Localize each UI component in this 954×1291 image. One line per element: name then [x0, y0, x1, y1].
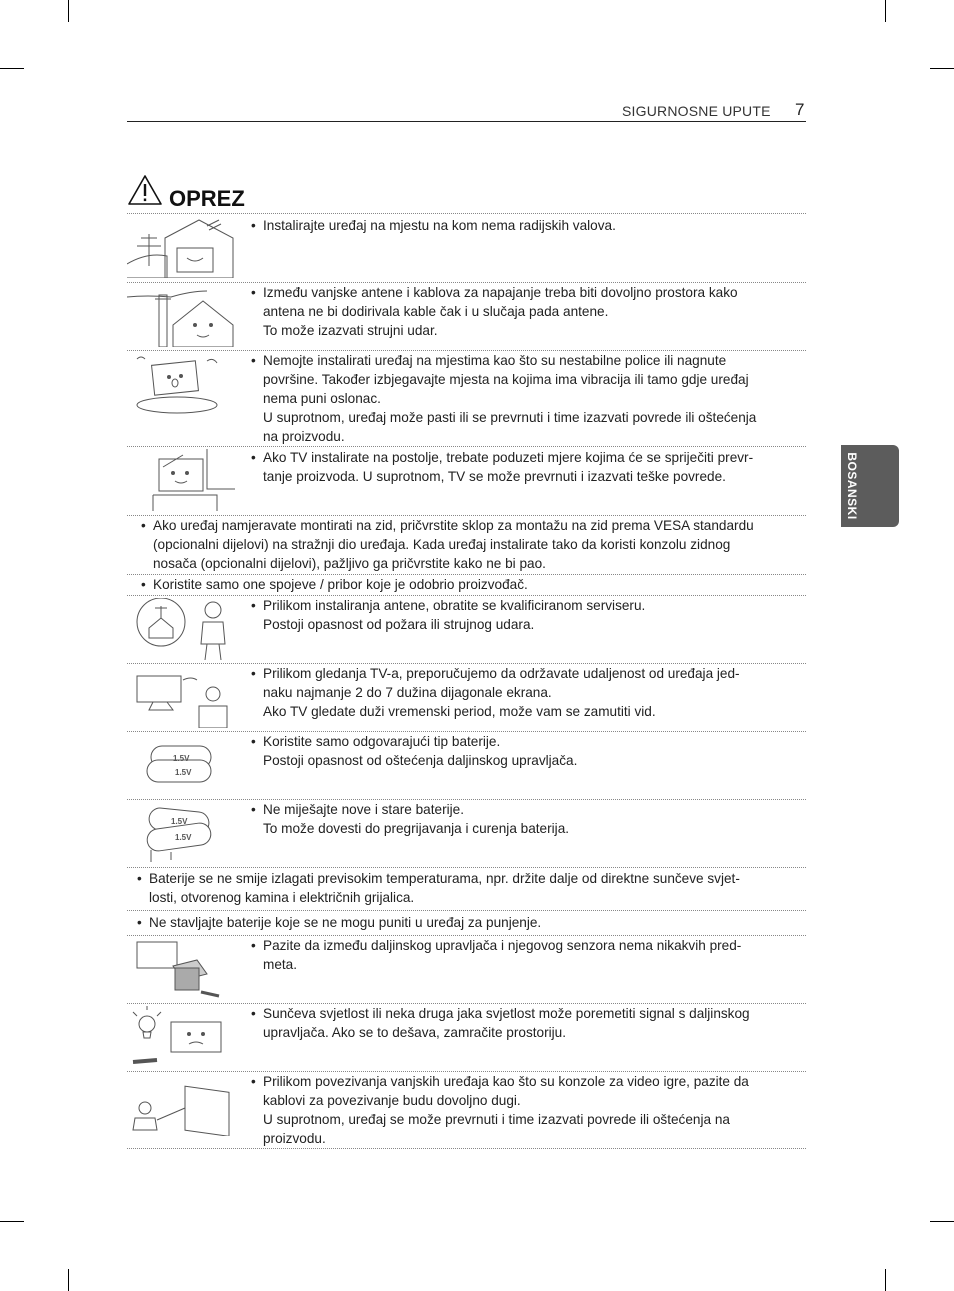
- viewer-watching-tv-illustration: [127, 666, 235, 728]
- external-device-cable-illustration: [127, 1074, 235, 1136]
- batteries-illustration: [127, 734, 235, 796]
- item-text: • Prilikom povezivanja vanjskih uređaja kao što su konzole za video igre, pazite da kablovi za povezivanje budu dovoljno dugi. U suprotnom, uređaj se može prevrnuti i time izazvati povrede ili oštećenja na proizvodu.: [251, 1074, 749, 1146]
- crop-mark: [0, 68, 24, 69]
- list-item: [127, 1072, 806, 1148]
- item-text: • Ako uređaj namjeravate montirati na zid, pričvrstite sklop za montažu na zid prema VESA standardu (opcionalni dijelovi) na stražnji dio uređaja. Kada uređaj instalirate tako da koristi konzolu zidnog nosača (opcionalni dijelovi), pažljivo ga pričvrstite kako ne bi pao.: [141, 518, 754, 571]
- house-antenna-illustration: [127, 216, 235, 278]
- item-text: • Pazite da između daljinskog upravljača i njegovog senzora nema nikakvih pred- meta.: [251, 938, 742, 972]
- page-number: 7: [795, 100, 805, 119]
- strong-light-remote-illustration: [127, 1006, 235, 1068]
- list-item: [127, 1004, 806, 1071]
- item-text: • Prilikom instaliranja antene, obratite se kvalificiranom serviseru. Postoji opasnost od požara ili strujnog udara.: [251, 598, 646, 632]
- divider: [127, 1148, 806, 1149]
- crop-mark: [930, 68, 954, 69]
- list-item: [127, 664, 806, 731]
- language-side-tab-label: BOSANSKI: [845, 452, 859, 520]
- item-text: • Prilikom gledanja TV-a, preporučujemo da održavate udaljenost od uređaja jed- naku najmanje 2 do 7 dužina dijagonale ekrana. Ako TV gledate duži vremenski period, može vam se zamutiti vid.: [251, 666, 740, 719]
- technician-antenna-illustration: [127, 598, 235, 660]
- divider: [127, 910, 806, 911]
- list-item: [127, 800, 806, 867]
- battery-label: 1.5V: [173, 754, 190, 763]
- list-item: [127, 732, 806, 799]
- item-text: • Ne stavljajte baterije koje se ne mogu puniti u uređaj za punjenje.: [137, 915, 542, 930]
- crop-mark: [930, 1221, 954, 1222]
- list-item: [127, 936, 806, 1003]
- battery-label: 1.5V: [175, 768, 192, 777]
- crop-mark: [68, 0, 69, 22]
- mixed-batteries-illustration: [127, 802, 235, 864]
- language-side-tab: [841, 445, 899, 527]
- divider: [127, 867, 806, 868]
- crop-mark: [0, 1221, 24, 1222]
- tv-unstable-surface-illustration: [127, 353, 235, 423]
- list-item: [127, 214, 806, 282]
- list-item: [127, 869, 806, 910]
- list-item: [127, 283, 806, 349]
- list-item: [127, 913, 806, 935]
- warning-triangle-icon: [127, 174, 163, 206]
- header-rule: [127, 121, 806, 122]
- item-text: • Koristite samo one spojeve / pribor koje je odobrio proizvođač.: [141, 577, 528, 592]
- list-item: [127, 575, 806, 595]
- item-text: • Nemojte instalirati uređaj na mjestima kao što su nestabilne police ili nagnute površine. Također izbjegavajte mjesta na kojima ima vibracija ili tamo gdje uređaj nema puni oslonac. U suprotnom, uređaj može pasti ili se prevrnuti i time izazvati povrede ili oštećenja na proizvodu.: [251, 353, 757, 444]
- crop-mark: [885, 0, 886, 22]
- item-text: • Između vanjske antene i kablova za napajanje treba biti dovoljno prostora kako antena ne bi dodirivala kable čak i u slučaja pada antene. To može izazvati strujni udar.: [251, 285, 738, 338]
- list-item: [127, 516, 806, 573]
- battery-label: 1.5V: [171, 817, 188, 826]
- list-item: [127, 596, 806, 663]
- header-section-title: SIGURNOSNE UPUTE: [622, 103, 771, 119]
- battery-label: 1.5V: [175, 833, 192, 842]
- item-text: • Ako TV instalirate na postolje, trebate poduzeti mjere kojima će se spriječiti prevr- tanje proizvoda. U suprotnom, TV se može prevrnuti i izazvati teške povrede.: [251, 450, 754, 484]
- item-text: • Sunčeva svjetlost ili neka druga jaka svjetlost može poremetiti signal s daljinskog upravljača. Ako se to dešava, zamračite prostoriju.: [251, 1006, 750, 1040]
- item-text: • Ne miješajte nove i stare baterije. To može dovesti do pregrijavanja i curenja baterija.: [251, 802, 570, 836]
- crop-mark: [885, 1269, 886, 1291]
- antenna-power-cable-illustration: [127, 285, 235, 347]
- tv-on-stand-illustration: [127, 449, 235, 511]
- page-title: OPREZ: [169, 186, 245, 211]
- item-text: • Koristite samo odgovarajući tip baterije. Postoji opasnost od oštećenja daljinskog upravljača.: [251, 734, 578, 768]
- remote-obstacle-illustration: [127, 938, 235, 1000]
- crop-mark: [68, 1269, 69, 1291]
- list-item: [127, 351, 806, 445]
- list-item: [127, 447, 806, 515]
- item-text: • Instalirajte uređaj na mjestu na kom nema radijskih valova.: [251, 218, 616, 233]
- item-text: • Baterije se ne smije izlagati previsokim temperaturama, npr. držite dalje od direktne sunčeve svjet- losti, otvorenog kamina i električnih grijalica.: [137, 871, 740, 905]
